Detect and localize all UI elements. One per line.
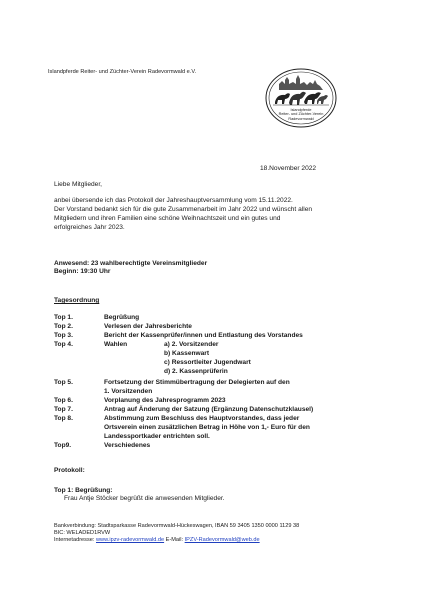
agenda-key: Top 4. — [54, 341, 73, 348]
agenda-text: Antrag auf Änderung der Satzung (Ergänzung Datenschutzklausel) — [104, 406, 314, 413]
greeting: Liebe Mitglieder, — [54, 181, 103, 188]
footer-bank: Bankverbindung: Stadtsparkasse Radevormwald-Hückeswagen, IBAN 59 3405 1350 0000 1129 38 — [54, 523, 300, 529]
agenda-text: Begrüßung — [104, 314, 140, 321]
agenda-key: Top 2. — [54, 323, 73, 330]
email-link[interactable]: IPZV-Radevormwald@web.de — [184, 537, 260, 543]
agenda-text: Bericht der Kassenprüfer/innen und Entlastung des Vorstandes — [104, 332, 303, 339]
footer-web-label: Internetadresse: — [54, 537, 95, 543]
agenda-key: Top 6. — [54, 397, 73, 404]
logo-caption — [263, 108, 339, 121]
agenda-text-cont: Ortsverein einen zusätzlichen Betrag in Höhe von 1,- Euro für den — [104, 424, 310, 431]
footer-bic: BIC: WELADED1RVW — [54, 530, 111, 536]
agenda-text: Verschiedenes — [104, 442, 151, 449]
agenda-subitem: a) 2. Vorsitzender — [164, 341, 219, 348]
footer-contact — [54, 537, 260, 543]
agenda-title: Tagesordnung — [54, 297, 100, 304]
attendance-present: Anwesend: 23 wahlberechtigte Vereinsmitglieder — [54, 260, 208, 267]
agenda-text: Verlesen der Jahresberichte — [104, 323, 192, 330]
agenda-subitem: d) 2. Kassenprüferin — [164, 368, 228, 375]
agenda-key: Top 1. — [54, 314, 73, 321]
intro-line-1: anbei übersende ich das Protokoll der Jahreshauptversammlung vom 15.11.2022. — [54, 197, 293, 204]
agenda-text-cont: Landessportkader entrichten soll. — [104, 433, 210, 440]
protocol-top1-text: Frau Antje Stöcker begrüßt die anwesenden Mitglieder. — [64, 495, 225, 502]
club-name: Islandpferde Reiter- und Züchter-Verein Radevormwald e.V. — [48, 69, 197, 75]
letter-date: 18.November 2022 — [260, 165, 317, 172]
protocol-top1-title: Top 1: Begrüßung: — [54, 487, 113, 494]
agenda-key: Top 5. — [54, 379, 73, 386]
attendance-start: Beginn: 19:30 Uhr — [54, 268, 111, 275]
intro-line-2: Der Vorstand bedankt sich für die gute Zusammenarbeit im Jahr 2022 und wünscht allen — [54, 206, 313, 213]
agenda-text-cont: 1. Vorsitzenden — [104, 388, 153, 395]
club-logo — [263, 66, 339, 130]
website-link[interactable]: www.ipzv-radevormwald.de — [96, 537, 165, 543]
agenda-key: Top 7. — [54, 406, 73, 413]
logo-line-1: Islandpferde — [290, 108, 312, 112]
logo-line-2: Reiter- und Züchter-Verein — [278, 112, 324, 117]
intro-line-4: erfolgreiches Jahr 2023. — [54, 224, 125, 231]
protocol-title: Protokoll: — [54, 467, 85, 474]
logo-line-3: Radevormwald — [288, 116, 314, 121]
agenda-text: Wahlen — [104, 341, 128, 348]
agenda-subitem: b) Kassenwart — [164, 350, 210, 357]
agenda-key: Top9. — [54, 442, 72, 449]
agenda-key: Top 3. — [54, 332, 73, 339]
agenda-subitem: c) Ressortleiter Jugendwart — [164, 359, 251, 366]
agenda-key: Top 8. — [54, 415, 73, 422]
agenda-text: Fortsetzung der Stimmübertragung der Delegierten auf den — [104, 379, 290, 386]
intro-line-3: Mitgliedern und ihren Familien eine schöne Weihnachtszeit und ein gutes und — [54, 215, 281, 222]
agenda-text: Abstimmung zum Beschluss des Hauptvorstandes, dass jeder — [104, 415, 300, 422]
agenda-text: Vorplanung des Jahresprogramm 2023 — [104, 397, 226, 404]
footer-email-label: E-Mail: — [165, 537, 184, 543]
